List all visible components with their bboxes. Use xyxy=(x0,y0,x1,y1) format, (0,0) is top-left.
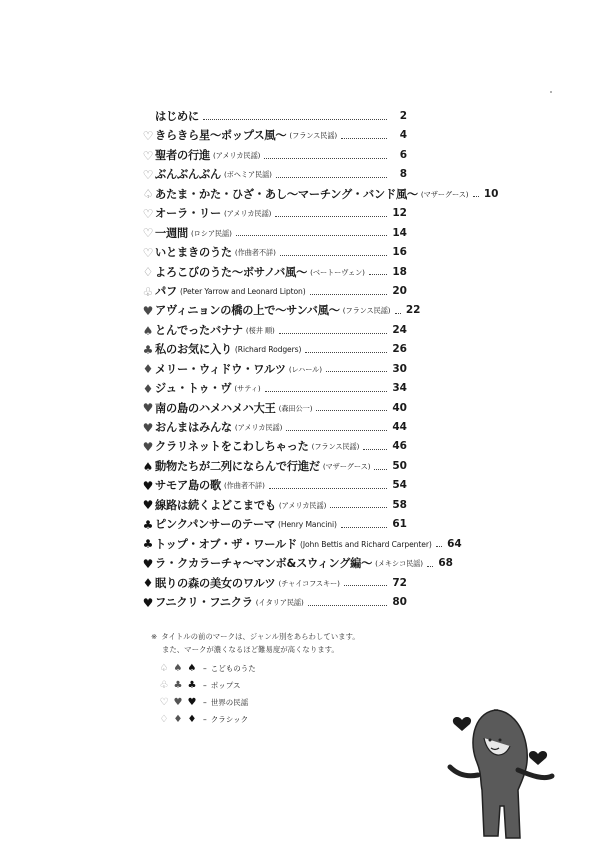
toc-entry-page-number: 2 xyxy=(399,110,407,122)
legend-mark-icon: ♠ xyxy=(187,663,197,674)
legend-row xyxy=(157,694,256,711)
toc-entry[interactable] xyxy=(141,476,407,495)
dot-leader xyxy=(326,370,387,372)
toc-entry-composer: (チャイコフスキー) xyxy=(278,578,340,588)
dot-leader xyxy=(305,351,387,353)
toc-entry-title: 私のお気に入り xyxy=(155,343,232,357)
toc-entry[interactable] xyxy=(141,301,421,320)
footnote-line-1: タイトルの前のマークは、ジャンル別をあらわしています。 xyxy=(161,632,360,641)
dot-leader xyxy=(363,448,387,450)
legend-label: クラシック xyxy=(210,715,249,724)
genre-mark-icon: ♧ xyxy=(142,284,154,299)
legend-mark-icon: ♥ xyxy=(173,697,183,708)
genre-mark-icon: ♡ xyxy=(142,129,154,144)
toc-entry[interactable] xyxy=(141,360,407,379)
toc-entry-page-number: 61 xyxy=(392,518,407,531)
dot-leader xyxy=(344,584,387,586)
legend-dash: – xyxy=(203,715,207,724)
toc-entry[interactable] xyxy=(141,126,407,145)
legend-mark-icon: ♦ xyxy=(173,714,183,725)
dot-leader xyxy=(341,137,387,139)
toc-entry[interactable] xyxy=(141,107,407,126)
toc-entry-title: 眠りの森の美女のワルツ xyxy=(155,576,276,590)
toc-entry-page-number: 24 xyxy=(392,323,407,336)
genre-mark-icon: ♦ xyxy=(142,576,154,591)
toc-entry-composer: (アメリカ民謡) xyxy=(223,209,272,219)
genre-mark-icon: ♥ xyxy=(142,479,154,494)
toc-entry-title: オーラ・リー xyxy=(155,207,221,221)
corner-speck xyxy=(550,91,552,93)
toc-entry-page-number: 46 xyxy=(392,440,407,453)
toc-entry-page-number: 8 xyxy=(399,168,407,181)
toc-entry-composer: (レハール) xyxy=(288,364,322,374)
toc-entry[interactable] xyxy=(141,515,407,534)
legend-mark-icon: ♥ xyxy=(187,697,197,708)
toc-entry-page-number: 10 xyxy=(483,187,499,200)
toc-entry-composer: (ボヘミア民謡) xyxy=(223,170,272,180)
toc-entry-page-number: 20 xyxy=(392,284,407,297)
genre-mark-icon: ♥ xyxy=(142,401,154,416)
legend-mark-icon: ♦ xyxy=(187,714,197,725)
genre-mark-icon: ♣ xyxy=(142,342,154,357)
toc-entry-title: メリー・ウィドウ・ワルツ xyxy=(155,362,286,376)
legend-mark-icon: ♠ xyxy=(173,663,183,674)
toc-entry-page-number: 18 xyxy=(392,265,407,278)
legend-dash: – xyxy=(203,681,207,690)
toc-entry[interactable] xyxy=(141,379,407,398)
toc-entry-title: 聖者の行進 xyxy=(155,148,210,162)
legend-mark-icon: ♣ xyxy=(187,680,197,691)
toc-entry-title: サモア島の歌 xyxy=(155,479,221,493)
footnote-marker: ※ xyxy=(151,632,158,641)
dot-leader xyxy=(265,390,387,392)
toc-entry-composer: (フランス民謡) xyxy=(289,131,338,141)
dot-leader xyxy=(369,273,387,275)
toc-entry-title: ピンクパンサーのテーマ xyxy=(155,518,275,532)
toc-entry[interactable] xyxy=(141,535,462,554)
toc-entry-page-number: 16 xyxy=(392,246,407,259)
genre-mark-icon: ♥ xyxy=(142,440,154,455)
table-of-contents xyxy=(141,107,499,612)
genre-mark-icon: ♡ xyxy=(142,148,154,163)
dot-leader xyxy=(264,157,387,159)
toc-entry[interactable] xyxy=(141,437,407,456)
toc-entry-page-number: 26 xyxy=(392,343,407,356)
legend-row xyxy=(157,711,256,728)
dot-leader xyxy=(276,176,387,178)
toc-entry-composer: (Peter Yarrow and Leonard Lipton) xyxy=(179,286,306,296)
dot-leader xyxy=(236,234,387,236)
toc-entry-page-number: 30 xyxy=(392,362,407,375)
toc-entry-title: トップ・オブ・ザ・ワールド xyxy=(155,537,297,551)
dot-leader xyxy=(203,118,387,120)
genre-mark-icon: ♦ xyxy=(142,381,154,396)
toc-entry-composer: (ベートーヴェン) xyxy=(310,267,365,277)
dot-leader xyxy=(280,254,387,256)
genre-mark-icon: ♣ xyxy=(142,537,154,552)
toc-entry-page-number: 72 xyxy=(392,576,407,589)
genre-mark-icon: ♣ xyxy=(142,517,154,532)
genre-footnote xyxy=(151,630,360,656)
dot-leader xyxy=(275,215,387,217)
toc-entry-title: パフ xyxy=(155,284,177,298)
toc-entry[interactable] xyxy=(141,399,407,418)
dot-leader xyxy=(330,506,387,508)
toc-entry[interactable] xyxy=(141,321,407,340)
dot-leader xyxy=(308,604,387,606)
legend-row xyxy=(157,677,256,694)
toc-entry-page-number: 50 xyxy=(392,459,407,472)
toc-entry[interactable] xyxy=(141,224,407,243)
genre-mark-icon: ♥ xyxy=(142,304,154,319)
toc-entry-page-number: 6 xyxy=(399,148,407,161)
toc-entry-title: おんまはみんな xyxy=(155,421,232,434)
toc-entry-title: 線路は続くよどこまでも xyxy=(155,498,276,512)
toc-entry-title: クラリネットをこわしちゃった xyxy=(155,440,309,454)
genre-mark-icon: ♥ xyxy=(142,498,154,513)
toc-entry-page-number: 34 xyxy=(392,382,407,395)
heart-icon xyxy=(453,717,471,731)
genre-mark-icon: ♠ xyxy=(142,459,154,474)
legend-mark-icon: ♧ xyxy=(159,680,169,691)
toc-entry-composer: (森田公一) xyxy=(278,403,313,413)
dot-leader xyxy=(427,565,433,567)
toc-entry-composer: (アメリカ民謡) xyxy=(234,423,283,432)
legend-mark-icon: ♤ xyxy=(159,663,169,674)
dot-leader xyxy=(279,332,387,334)
toc-entry-composer: (メキシコ民謡) xyxy=(375,559,423,569)
toc-entry-page-number: 12 xyxy=(392,207,407,220)
toc-entry-composer: (フランス民謡) xyxy=(311,442,360,452)
heart-icon xyxy=(529,751,547,765)
toc-entry-page-number: 58 xyxy=(392,498,407,511)
dot-leader xyxy=(286,429,387,431)
toc-entry-title: アヴィニョンの橋の上で〜サンバ風〜 xyxy=(155,304,340,318)
toc-entry-composer: (桜井 順) xyxy=(245,325,275,335)
dot-leader xyxy=(374,468,387,470)
toc-entry-page-number: 68 xyxy=(438,557,453,570)
toc-entry-page-number: 44 xyxy=(392,421,407,433)
toc-entry[interactable] xyxy=(141,185,499,204)
toc-entry-page-number: 14 xyxy=(392,226,407,239)
toc-entry-composer: (作曲者不詳) xyxy=(234,248,276,258)
legend-label: 世界の民謡 xyxy=(210,698,249,707)
toc-entry-page-number: 40 xyxy=(392,401,407,414)
mascot-illustration xyxy=(440,700,560,850)
toc-entry[interactable] xyxy=(141,263,407,282)
toc-entry[interactable] xyxy=(141,340,407,359)
toc-entry-title: いとまきのうた xyxy=(155,246,232,260)
genre-mark-icon: ♥ xyxy=(142,556,154,571)
dot-leader xyxy=(473,195,479,197)
toc-entry-title: あたま・かた・ひざ・あし〜マーチング・バンド風〜 xyxy=(155,187,418,201)
genre-mark-icon: ♢ xyxy=(142,265,154,280)
genre-mark-icon: ♡ xyxy=(142,245,154,260)
dot-leader xyxy=(310,293,387,295)
genre-mark-icon: ♡ xyxy=(142,206,154,221)
legend-mark-icon: ♡ xyxy=(159,697,169,708)
toc-entry-page-number: 80 xyxy=(392,595,407,608)
dot-leader xyxy=(395,312,401,314)
toc-entry[interactable] xyxy=(141,554,453,573)
toc-entry-composer: (イタリア民謡) xyxy=(255,597,304,607)
toc-entry-title: よろこびのうた〜ボサノバ風〜 xyxy=(155,265,308,279)
toc-entry-page-number: 22 xyxy=(405,304,421,317)
toc-entry-page-number: 4 xyxy=(399,129,407,142)
genre-mark-icon: ♦ xyxy=(142,362,154,377)
dot-leader xyxy=(436,545,442,547)
toc-entry-title: ラ・クカラーチャ〜マンボ&スウィング編〜 xyxy=(155,557,373,571)
legend-mark-icon: ♣ xyxy=(173,680,183,691)
toc-entry-composer: (アメリカ民謡) xyxy=(212,150,261,160)
genre-mark-icon: ♠ xyxy=(142,323,154,338)
toc-entry-composer: (作曲者不詳) xyxy=(223,481,265,491)
toc-entry-composer: (サティ) xyxy=(234,384,261,394)
toc-entry-composer: (フランス民謡) xyxy=(342,306,391,316)
genre-mark-icon: ♡ xyxy=(142,168,154,183)
toc-entry-composer: (マザーグース) xyxy=(420,189,469,199)
toc-entry[interactable] xyxy=(141,165,407,184)
toc-entry-title: ジュ・トゥ・ヴ xyxy=(155,382,232,396)
toc-entry-composer: (John Bettis and Richard Carpenter) xyxy=(299,539,432,549)
toc-entry[interactable] xyxy=(141,574,407,593)
toc-entry-page-number: 64 xyxy=(447,537,462,550)
toc-entry-title: 動物たちが二列にならんで行進だ xyxy=(155,459,320,473)
legend-dash: – xyxy=(203,664,207,673)
toc-entry-title: とんでったバナナ xyxy=(155,323,243,337)
legend-label: こどものうた xyxy=(210,664,256,673)
toc-entry[interactable] xyxy=(141,418,407,437)
genre-mark-icon: ♤ xyxy=(142,187,154,202)
dot-leader xyxy=(316,409,387,411)
toc-entry[interactable] xyxy=(141,282,407,301)
toc-entry[interactable] xyxy=(141,243,407,262)
legend-row xyxy=(157,660,256,677)
legend-mark-icon: ♢ xyxy=(159,714,169,725)
toc-entry-composer: (ロシア民謡) xyxy=(190,228,232,238)
toc-entry-title: ぶんぶんぶん xyxy=(155,168,221,182)
toc-entry[interactable] xyxy=(141,146,407,165)
toc-entry[interactable] xyxy=(141,496,407,515)
toc-entry[interactable] xyxy=(141,593,407,612)
genre-mark-icon: ♥ xyxy=(142,420,154,435)
genre-mark-icon: ♡ xyxy=(142,226,154,241)
toc-entry-title: はじめに xyxy=(155,110,199,123)
toc-entry-title: きらきら星〜ポップス風〜 xyxy=(155,129,287,143)
toc-entry-title: 南の島のハメハメハ大王 xyxy=(155,401,276,415)
toc-entry[interactable] xyxy=(141,204,407,223)
toc-entry-composer: (マザーグース) xyxy=(322,461,371,471)
footnote-line-2: また、マークが濃くなるほど難易度が高くなります。 xyxy=(162,645,339,654)
legend-dash: – xyxy=(203,698,207,707)
toc-entry-composer: (Henry Mancini) xyxy=(277,520,337,530)
genre-legend xyxy=(157,660,256,728)
toc-entry-title: フニクリ・フニクラ xyxy=(155,595,253,609)
dot-leader xyxy=(341,526,387,528)
toc-entry-page-number: 54 xyxy=(392,479,407,492)
dot-leader xyxy=(269,487,387,489)
genre-mark-icon: ♥ xyxy=(142,595,154,610)
toc-entry-composer: (Richard Rodgers) xyxy=(234,345,302,355)
legend-label: ポップス xyxy=(210,681,241,690)
toc-entry-composer: (アメリカ民謡) xyxy=(278,500,327,510)
toc-entry[interactable] xyxy=(141,457,407,476)
toc-entry-title: 一週間 xyxy=(155,226,188,240)
